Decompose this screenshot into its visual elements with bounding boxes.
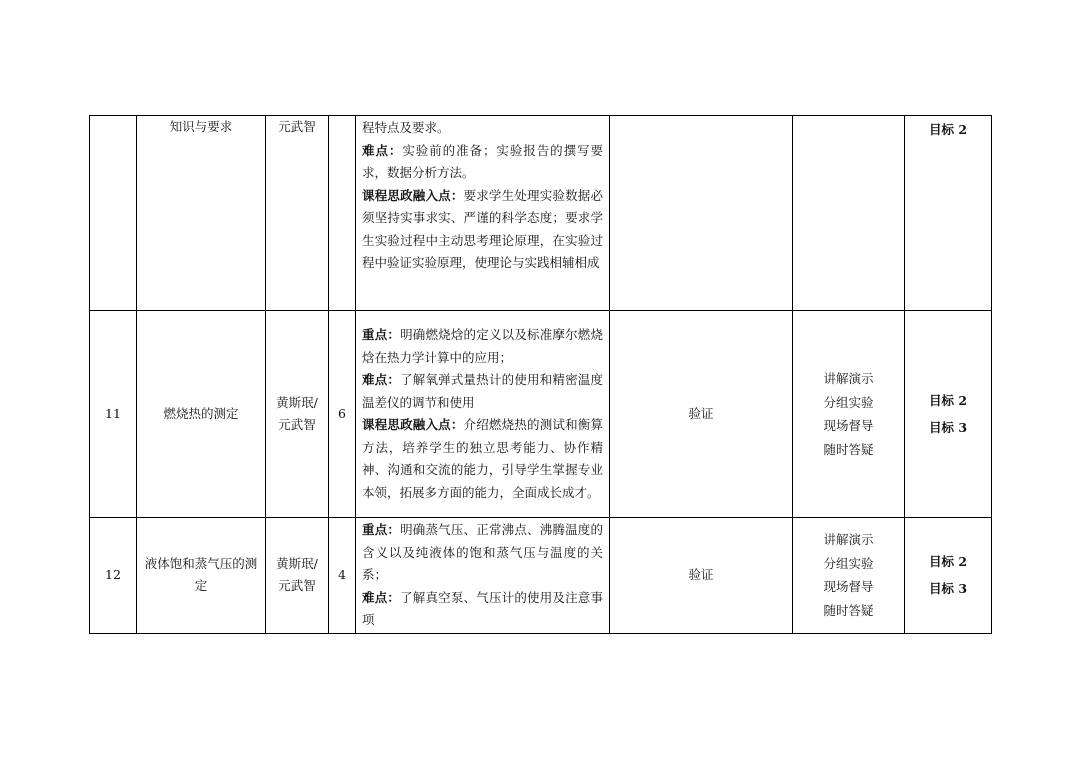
teaching-method-cell — [793, 518, 905, 634]
content-text: 了解真空泵、气压计的使用及注意事项 — [362, 589, 603, 627]
content-paragraph — [362, 140, 603, 185]
row-number-cell: 11 — [90, 311, 137, 518]
teaching-method-cell — [793, 116, 905, 311]
teaching-method: 讲解演示 — [823, 371, 874, 386]
table-row — [90, 311, 992, 518]
teacher-cell — [266, 116, 329, 311]
content-paragraph — [362, 185, 603, 275]
content-text: 程特点及要求。 — [362, 120, 450, 135]
target-label: 目标 3 — [928, 420, 968, 435]
content-paragraph — [362, 369, 603, 414]
experiment-name: 液体饱和蒸气压的测定 — [144, 555, 258, 594]
experiment-schedule-table — [89, 115, 992, 634]
teacher-line: 黄斯珉/ — [276, 555, 318, 571]
content-label: 难点： — [362, 372, 401, 387]
target-label: 目标 2 — [928, 554, 968, 570]
table-row — [90, 518, 992, 634]
content-cell — [356, 116, 610, 311]
row-number-cell — [90, 116, 137, 311]
teaching-method: 随时答疑 — [823, 441, 874, 457]
content-label: 重点： — [362, 327, 401, 342]
content-text: 了解氧弹式量热计的使用和精密温度温差仪的调节和使用 — [362, 372, 603, 410]
content-label: 难点： — [362, 589, 401, 605]
content-paragraph — [362, 324, 603, 369]
hours-cell — [329, 116, 356, 311]
teacher-line: 元武智 — [278, 119, 316, 134]
teacher-line: 黄斯珉/ — [276, 394, 318, 410]
content-text: 介绍燃烧热的测试和衡算方法，培养学生的独立思考能力、协作精神、沟通和交流的能力，引导学生掌握专业本领，拓展多方面的能力，全面成长成才。 — [362, 417, 603, 500]
experiment-name-cell — [137, 518, 266, 634]
target-cell — [905, 311, 992, 518]
teaching-method: 现场督导 — [823, 579, 874, 595]
content-paragraph — [362, 117, 603, 140]
hours-cell: 6 — [329, 311, 356, 518]
teacher-cell — [266, 518, 329, 634]
teaching-method-cell — [793, 311, 905, 518]
content-text: 实验前的准备；实验报告的撰写要求，数据分析方法。 — [362, 142, 603, 180]
teaching-method: 分组实验 — [823, 555, 874, 571]
experiment-type-cell: 验证 — [610, 311, 793, 518]
content-label: 难点： — [362, 142, 403, 158]
teaching-method: 现场督导 — [823, 418, 874, 433]
teaching-method: 随时答疑 — [823, 602, 874, 618]
experiment-type-cell — [610, 116, 793, 311]
hours-cell: 4 — [329, 518, 356, 634]
content-label: 课程思政融入点： — [362, 417, 464, 432]
experiment-type-cell: 验证 — [610, 518, 793, 634]
row-number-cell: 12 — [90, 518, 137, 634]
target-cell — [905, 116, 992, 311]
experiment-name: 燃烧热的测定 — [163, 405, 239, 421]
target-label: 目标 2 — [928, 122, 968, 137]
content-paragraph — [362, 414, 603, 504]
content-text: 明确蒸气压、正常沸点、沸腾温度的含义以及纯液体的饱和蒸气压与温度的关系； — [362, 522, 603, 582]
teaching-method: 分组实验 — [823, 394, 874, 410]
content-text: 明确燃烧焓的定义以及标准摩尔燃烧焓在热力学计算中的应用； — [362, 327, 603, 365]
content-paragraph — [362, 587, 603, 632]
teacher-line: 元武智 — [278, 417, 316, 432]
teaching-method: 讲解演示 — [823, 532, 874, 548]
experiment-name-cell — [137, 311, 266, 518]
content-cell — [356, 311, 610, 518]
target-label: 目标 2 — [928, 393, 968, 408]
target-cell — [905, 518, 992, 634]
teacher-line: 元武智 — [278, 578, 316, 594]
target-label: 目标 3 — [928, 581, 968, 597]
experiment-name-cell — [137, 116, 266, 311]
content-paragraph — [362, 519, 603, 587]
teacher-cell — [266, 311, 329, 518]
content-text: 要求学生处理实验数据必须坚持实事求实、严谨的科学态度；要求学生实验过程中主动思考理论原理，在实验过程中验证实验原理，使理论与实践相辅相成 — [362, 187, 603, 270]
table-row — [90, 116, 992, 311]
content-cell — [356, 518, 610, 634]
experiment-name: 知识与要求 — [169, 119, 233, 134]
content-label: 重点： — [362, 522, 401, 537]
content-label: 课程思政融入点： — [362, 187, 464, 203]
